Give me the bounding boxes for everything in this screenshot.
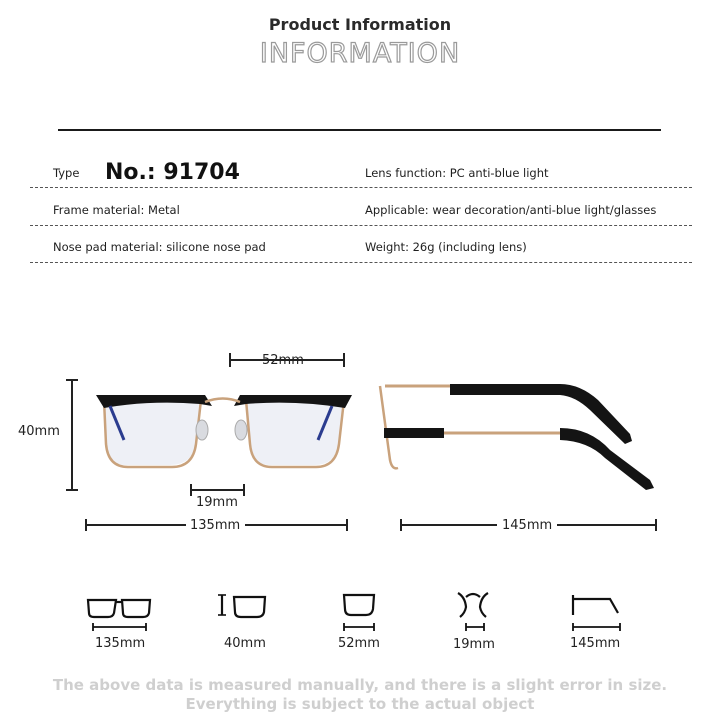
row-divider	[30, 187, 692, 188]
lens-height-label: 40mm	[18, 424, 60, 439]
icon-label-temple: 145mm	[570, 636, 621, 651]
lens-height-icon	[218, 595, 265, 617]
temple-length-label: 145mm	[502, 518, 553, 533]
lens-width-icon	[344, 595, 374, 631]
weight: Weight: 26g (including lens)	[365, 240, 527, 254]
glasses-side-view	[380, 384, 654, 490]
disclaimer-line-1: The above data is measured manually, and there is a slight error in size.	[52, 676, 668, 694]
bridge-label: 19mm	[196, 495, 238, 510]
glasses-front-view	[96, 395, 352, 467]
nose-pad-material: Nose pad material: silicone nose pad	[53, 240, 266, 254]
model-number: No.: 91704	[105, 160, 240, 185]
row-divider	[30, 262, 692, 263]
lens-function: Lens function: PC anti-blue light	[365, 166, 549, 180]
icon-label-lens-width: 52mm	[338, 636, 380, 651]
frame-material: Frame material: Metal	[53, 203, 180, 217]
applicable: Applicable: wear decoration/anti-blue light/glasses	[365, 203, 657, 217]
bridge-icon	[458, 593, 488, 631]
frame-width-label: 135mm	[190, 518, 241, 533]
icon-row	[0, 585, 720, 635]
type-label: Type	[53, 166, 80, 180]
icon-label-lens-height: 40mm	[224, 636, 266, 651]
lens-width-label: 52mm	[262, 353, 304, 368]
disclaimer-line-2: Everything is subject to the actual object	[185, 695, 535, 713]
icon-label-bridge: 19mm	[453, 637, 495, 652]
temple-icon	[573, 595, 620, 631]
header-divider	[58, 129, 661, 131]
row-divider	[30, 225, 692, 226]
glasses-diagram	[0, 340, 720, 540]
page-subtitle: INFORMATION	[259, 38, 461, 69]
icon-label-frame-width: 135mm	[95, 636, 146, 651]
lens-height-dimension	[66, 380, 78, 490]
page-title: Product Information	[268, 15, 452, 34]
frame-width-icon	[88, 600, 150, 631]
